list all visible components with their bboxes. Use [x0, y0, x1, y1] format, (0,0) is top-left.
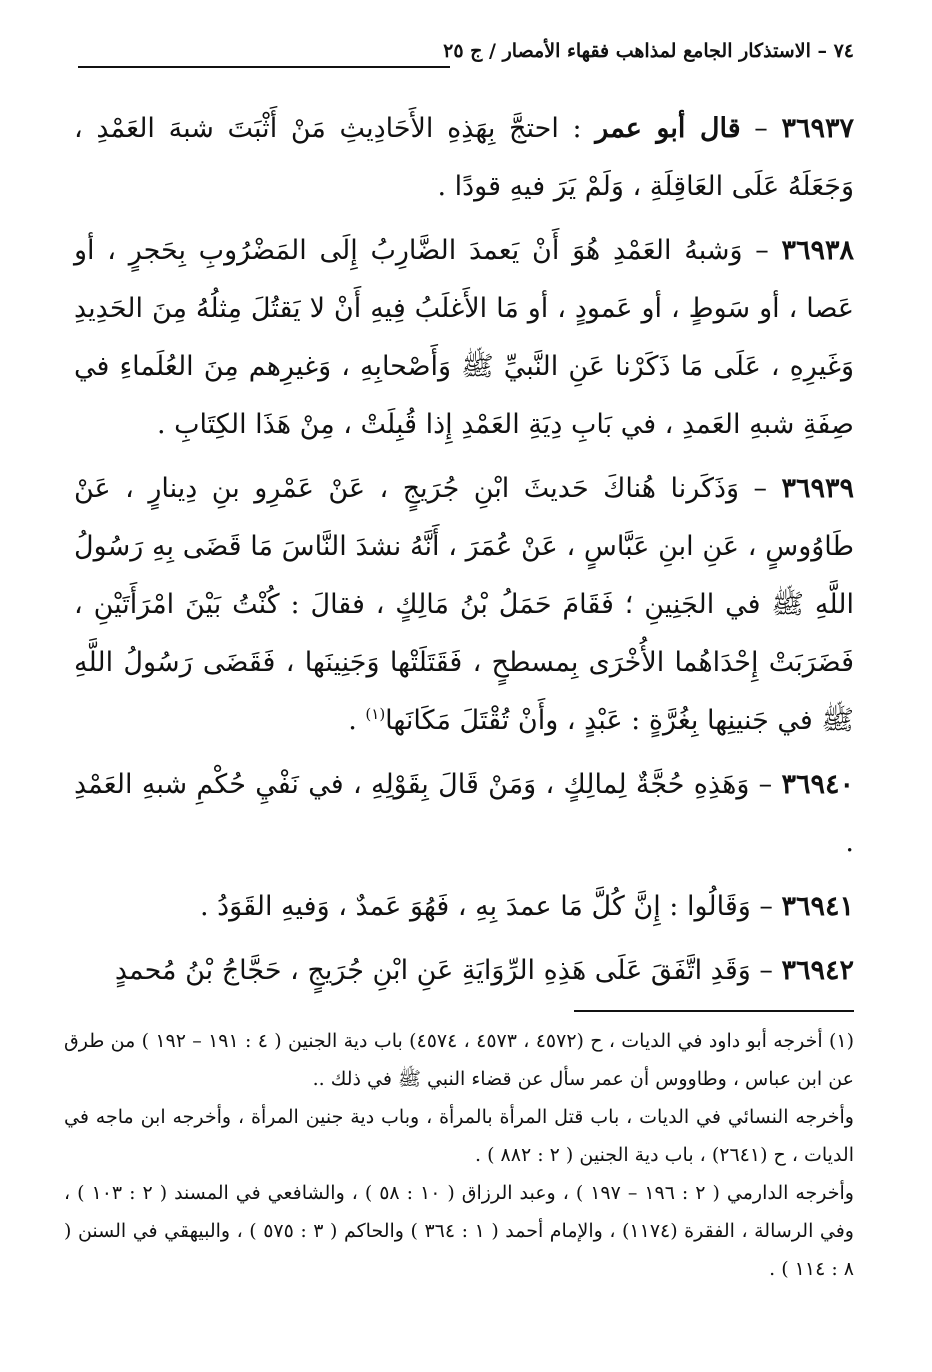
speaker-name: قال أبو عمر — [595, 113, 741, 144]
footnote-1: (١) أخرجه أبو داود في الديات ، ح (٤٥٧٢ ، ٤٥٧٣ ، ٤٥٧٤) باب دية الجنين ( ٤ : ١٩١ – ١٩٢ ) من طرق عن ابن عباس ، وطاووس أن عمر سأل عن قضاء النبي ﷺ في ذلك .. — [64, 1030, 854, 1090]
footnote-1-continued-2: وأخرجه الدارمي ( ٢ : ١٩٦ – ١٩٧ ) ، وعبد الرزاق ( ١٠ : ٥٨ ) ، والشافعي في المسند ( ٢ : ١٠٣ ) ، وفي الرسالة ، الفقرة (١١٧٤) ، والإمام أحمد ( ١ : ٣٦٤ ) والحاكم ( ٣ : ٥٧٥ ) ، والبيهقي في السنن ( ٨ : ١١٤ ) . — [64, 1182, 854, 1280]
paragraph-36940 — [74, 756, 854, 872]
paragraph-number: ٣٦٩٣٨ — [781, 235, 854, 266]
paragraph-36941 — [74, 878, 854, 936]
paragraph-number: ٣٦٩٣٩ — [781, 473, 854, 504]
paragraph-text: – وَهَذِهِ حُجَّةٌ لِمالِكٍ ، وَمَنْ قَالَ بِقَوْلِهِ ، في نَفْيِ حُكْمِ شبهِ العَمْدِ . — [74, 769, 854, 858]
main-text — [74, 100, 854, 1006]
paragraph-36942 — [74, 942, 854, 1000]
paragraph-trail: . — [348, 705, 366, 736]
paragraph-text: : احتجَّ بِهَذِهِ الأَحَادِيثِ مَنْ أَثْبَتَ شبهَ العَمْدِ ، وَجَعَلَهُ عَلَى العَاقِلَةِ ، وَلَمْ يَرَ فيهِ قودًا . — [74, 113, 854, 202]
paragraph-36939 — [74, 460, 854, 750]
paragraph-36938 — [74, 222, 854, 454]
footnotes — [64, 1022, 854, 1288]
footnote-1-continued: وأخرجه النسائي في الديات ، باب قتل المرأة بالمرأة ، وباب دية جنين المرأة ، وأخرجه ابن ماجه في الديات ، ح (٢٦٤١) ، باب دية الجنين ( ٢ : ٨٨٢ ) . — [64, 1106, 854, 1166]
paragraph-text: – وَقَدِ اتَّفَقَ عَلَى هَذِهِ الرِّوَايَةِ عَنِ ابْنِ جُرَيجٍ ، حَجَّاجُ بْنُ مُحمدٍ — [114, 955, 773, 986]
paragraph-number: ٣٦٩٤٠ — [781, 769, 854, 800]
paragraph-text: – وَذَكَرنا هُناكَ حَديثَ ابْنِ جُرَيجٍ ، عَنْ عَمْرِو بنِ دِينارٍ ، عَنْ طَاوُوسٍ ، عَنِ ابنِ عَبَّاسٍ ، عَنْ عُمَرَ ، أَنَّهُ نشدَ النَّاسَ مَا قَضَى بِهِ رَسُولُ اللَّهِ ﷺ في الجَنِينِ ؛ فَقَامَ حَمَلُ بْنُ مَالِكٍ ، فقالَ : كُنْتُ بَيْنَ امْرَأَتَيْنِ ، فَضَرَبَتْ إِحْدَاهُما الأُخْرَى بِمسطحٍ ، فَقَتَلَتْها وَجَنِينَها ، فَقَضَى رَسُولُ اللَّهِ ﷺ في جَنينِها بِغُرَّةٍ : عَبْدٍ ، وأَنْ تُقْتَلَ مَكَانَها — [74, 473, 854, 736]
paragraph-number: ٣٦٩٣٧ — [781, 113, 855, 144]
footnote-reference[interactable]: (١) — [365, 705, 386, 723]
paragraph-number: ٣٦٩٤٢ — [781, 955, 854, 986]
running-header: ٧٤ – الاستذكار الجامع لمذاهب فقهاء الأمصار / ج ٢٥ — [443, 40, 854, 62]
header-rule — [78, 66, 450, 68]
paragraph-36937: ٣٦٩٣٧ – قال أبو عمر : احتجَّ بِهَذِهِ الأَحَادِيثِ مَنْ أَثْبَتَ شبهَ العَمْدِ ، وَجَعَلَهُ عَلَى العَاقِلَةِ ، وَلَمْ يَرَ فيهِ قودًا . — [74, 113, 855, 202]
paragraph-number: ٣٦٩٤١ — [781, 891, 854, 922]
paragraph-text: – وَشبهُ العَمْدِ هُوَ أَنْ يَعمدَ الضَّارِبُ إِلَى المَضْرُوبِ بِحَجرٍ ، أو عَصا ، أو سَوطٍ ، أو عَمودٍ ، أو مَا الأَغلَبُ فِيهِ أَنْ لا يَقتُلَ مِثلُهُ مِنَ الحَدِيدِ وَغَيرِهِ ، عَلَى مَا ذَكَرْنا عَنِ النَّبيِّ ﷺ وَأَصْحابِهِ ، وَغيرِهم مِنَ العُلَماءِ في صِفَةِ شبهِ العَمدِ ، في بَابِ دِيَةِ العَمْدِ إِذا قُبِلَتْ ، مِنْ هَذَا الكِتَابِ . — [74, 235, 854, 440]
footnote-separator — [574, 1010, 854, 1012]
paragraph-text: – وَقَالُوا : إِنَّ كُلَّ مَا عمدَ بِهِ ، فَهُوَ عَمدٌ ، وَفيهِ القَوَدُ . — [199, 891, 773, 922]
